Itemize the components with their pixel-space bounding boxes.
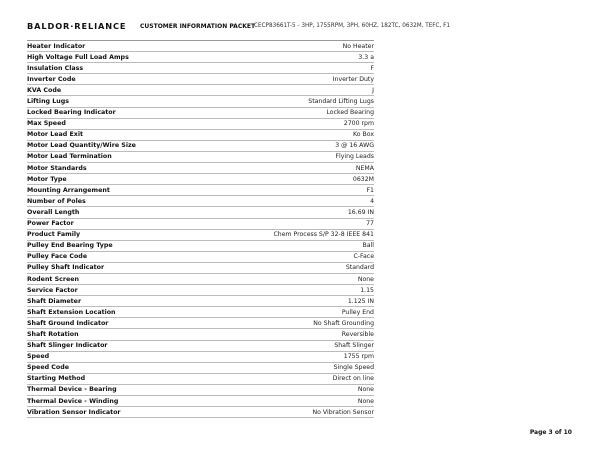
table-row [27, 96, 374, 107]
row-label: Pulley Shaft Indicator [27, 264, 105, 272]
row-label: Service Factor [27, 286, 78, 294]
row-label: Power Factor [27, 220, 74, 228]
row-value: 1.125 IN [347, 297, 374, 305]
row-label: Speed Code [27, 364, 70, 372]
row-label: Number of Poles [27, 197, 86, 205]
row-label: Shaft Slinger Indicator [27, 342, 108, 350]
row-label: Mounting Arrangement [27, 186, 110, 194]
row-value: Reversible [341, 330, 374, 338]
document-subtitle: CECP83661T-5 - 3HP, 1755RPM, 3PH, 60HZ, 182TC, 0632M, TEFC, F1 [254, 23, 451, 29]
row-label: Rodent Screen [27, 275, 80, 283]
row-label: Shaft Extension Location [27, 308, 116, 316]
row-value: Pulley End [341, 308, 374, 316]
row-value: NEMA [355, 164, 374, 172]
table-row [27, 185, 374, 196]
row-label: Motor Lead Quantity/Wire Size [27, 142, 136, 150]
table-row [27, 241, 374, 252]
table-row [27, 341, 374, 352]
row-label: Shaft Ground Indicator [27, 319, 109, 327]
row-label: Overall Length [27, 208, 80, 216]
row-label: Max Speed [27, 120, 66, 128]
table-row [27, 263, 374, 274]
row-value: None [357, 386, 374, 394]
row-value: Ko Box [352, 131, 374, 139]
page-number: Page 3 of 10 [529, 429, 572, 436]
table-row [27, 119, 374, 130]
row-value: 3.3 a [358, 53, 374, 61]
table-row [27, 130, 374, 141]
table-row [27, 374, 374, 385]
table-row [27, 363, 374, 374]
row-value: 1755 rpm [343, 353, 374, 361]
row-value: Direct on line [332, 375, 374, 383]
row-value: None [357, 275, 374, 283]
table-row [27, 274, 374, 285]
row-label: Starting Method [27, 375, 86, 383]
table-row [27, 352, 374, 363]
row-label: Motor Type [27, 175, 67, 183]
row-value: 0632M [352, 175, 374, 183]
row-value: No Vibration Sensor [312, 408, 374, 416]
row-value: No Shaft Grounding [313, 319, 374, 327]
table-row [27, 252, 374, 263]
table-row [27, 41, 374, 52]
row-label: Insulation Class [27, 64, 84, 72]
table-row [27, 85, 374, 96]
table-row [27, 108, 374, 119]
row-value: Chem Process S/P 32-8 IEEE 841 [273, 231, 374, 239]
row-label: Thermal Device - Bearing [27, 386, 117, 394]
row-label: High Voltage Full Load Amps [27, 53, 129, 61]
table-row [27, 219, 374, 230]
row-label: Vibration Sensor Indicator [27, 408, 121, 416]
row-value: Shaft Slinger [334, 342, 374, 350]
row-label: KVA Code [27, 86, 62, 94]
row-value: 1.15 [360, 286, 374, 294]
row-label: Heater Indicator [27, 42, 86, 50]
row-value: Inverter Duty [332, 75, 374, 83]
row-value: F [370, 64, 374, 72]
row-value: C-Face [353, 253, 374, 261]
row-label: Locked Bearing Indicator [27, 109, 116, 117]
table-row [27, 385, 374, 396]
row-label: Lifting Lugs [27, 98, 70, 106]
row-value: None [357, 397, 374, 405]
row-value: Ball [362, 242, 374, 250]
row-label: Shaft Diameter [27, 297, 82, 305]
row-label: Pulley End Bearing Type [27, 242, 113, 250]
page-header [27, 19, 587, 33]
row-value: 4 [370, 197, 374, 205]
table-row [27, 407, 374, 418]
table-row [27, 307, 374, 318]
row-label: Shaft Rotation [27, 330, 79, 338]
table-row [27, 152, 374, 163]
row-value: Flying Leads [335, 153, 374, 161]
table-row [27, 318, 374, 329]
table-row [27, 63, 374, 74]
row-label: Motor Lead Termination [27, 153, 112, 161]
row-value: Standard Lifting Lugs [308, 98, 374, 106]
table-row [27, 329, 374, 340]
row-value: 77 [366, 220, 374, 228]
row-value: Single Speed [333, 364, 374, 372]
row-value: 3 @ 16 AWG [335, 142, 374, 150]
table-row [27, 196, 374, 207]
table-row [27, 396, 374, 407]
row-value: Standard [345, 264, 374, 272]
table-row [27, 174, 374, 185]
row-value: Locked Bearing [326, 109, 374, 117]
table-row [27, 207, 374, 218]
table-row [27, 296, 374, 307]
row-label: Thermal Device - Winding [27, 397, 119, 405]
table-row [27, 285, 374, 296]
row-label: Product Family [27, 231, 81, 239]
table-row [27, 74, 374, 85]
table-row [27, 163, 374, 174]
row-value: F1 [366, 186, 374, 194]
row-label: Motor Lead Exit [27, 131, 83, 139]
row-value: 16.69 IN [347, 208, 374, 216]
table-row [27, 52, 374, 63]
row-label: Speed [27, 353, 50, 361]
brand-logo: BALDOR·RELIANCE [27, 21, 127, 31]
row-label: Motor Standards [27, 164, 87, 172]
spec-table [27, 40, 374, 418]
table-row [27, 141, 374, 152]
row-value: 2700 rpm [343, 120, 374, 128]
row-value: J [372, 86, 374, 94]
document-title: CUSTOMER INFORMATION PACKET [140, 22, 256, 30]
row-label: Pulley Face Code [27, 253, 88, 261]
row-label: Inverter Code [27, 75, 76, 83]
row-value: No Heater [342, 42, 374, 50]
table-row [27, 230, 374, 241]
